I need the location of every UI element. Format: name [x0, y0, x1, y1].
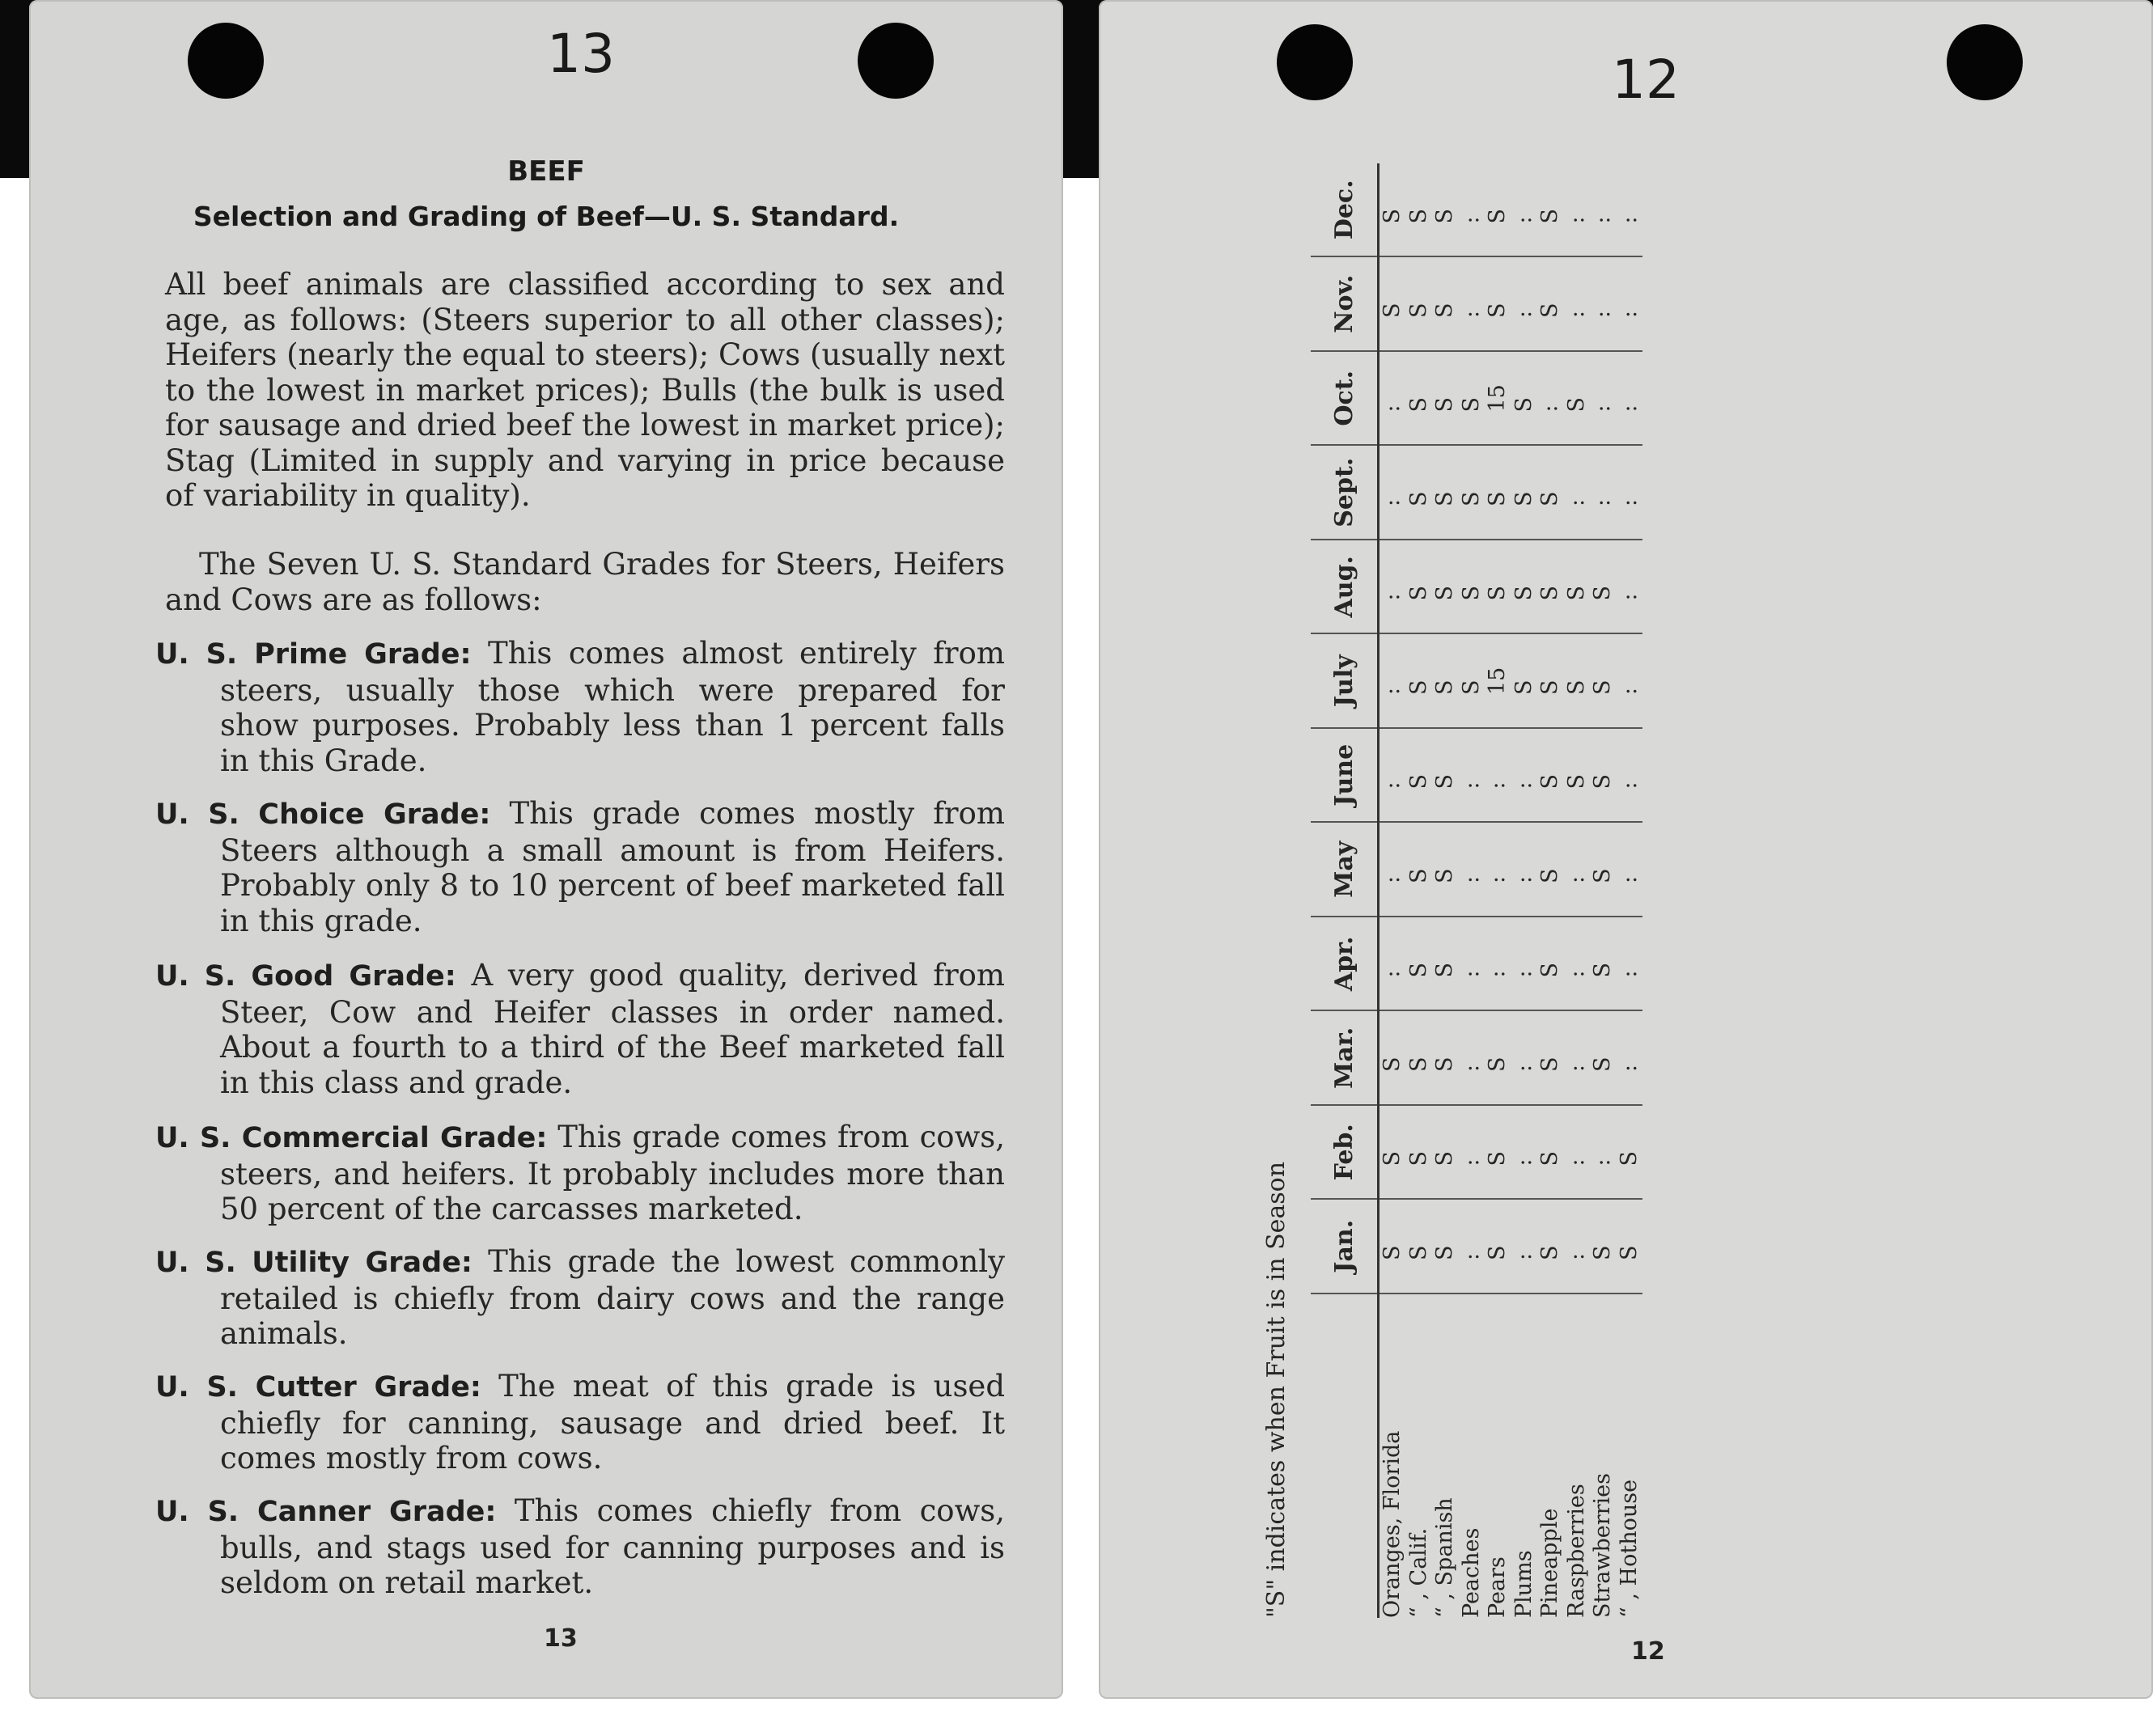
- grade-good: [155, 958, 1005, 1100]
- season-cell: S: [1379, 1011, 1406, 1106]
- table-row: [1537, 163, 1564, 1618]
- season-cell: S: [1406, 728, 1433, 823]
- season-cell: :: [1617, 446, 1643, 540]
- season-cell: :: [1459, 1200, 1485, 1294]
- grades-intro: The Seven U. S. Standard Grades for Steers, Heifers and Cows are as follows:: [165, 547, 1005, 617]
- chart-caption: "S" indicates when Fruit is in Season: [1262, 1161, 1291, 1618]
- season-cell: S: [1406, 257, 1433, 352]
- fruit-name: Strawberries: [1590, 1472, 1615, 1618]
- season-cell: S: [1406, 1011, 1433, 1106]
- season-cell: S: [1406, 917, 1433, 1011]
- grade-description: This grade comes from cows, steers, and heifers. It probably includes more than 50 percent of the carcasses marketed.: [220, 1120, 1006, 1226]
- season-cell: S: [1406, 823, 1433, 917]
- fruit-name: Raspberries: [1563, 1484, 1589, 1618]
- grade-description: A very good quality, derived from Steer, Cow and Heifer classes in order named. About a fourth to a third of the Beef marketed fall in this class and grade.: [220, 958, 1005, 1100]
- season-cell: S: [1485, 446, 1511, 540]
- season-cell: S: [1537, 728, 1564, 823]
- table-row: [1511, 163, 1538, 1618]
- binder-hole-right: [858, 23, 934, 99]
- table-row: [1590, 163, 1617, 1618]
- season-cell: :: [1485, 917, 1511, 1011]
- month-header: Mar.: [1311, 1011, 1379, 1106]
- season-cell: S: [1379, 1200, 1406, 1294]
- season-cell: S: [1564, 634, 1591, 729]
- season-cell: :: [1564, 823, 1591, 917]
- table-row: [1564, 163, 1591, 1618]
- season-cell: S: [1485, 257, 1511, 352]
- season-cell: S: [1537, 823, 1564, 917]
- season-cell: S: [1537, 1011, 1564, 1106]
- season-cell: S: [1564, 351, 1591, 446]
- grade-choice: [155, 796, 1005, 938]
- season-cell: S: [1432, 1200, 1459, 1294]
- page-number: 12: [1631, 1637, 1665, 1666]
- season-cell: :: [1511, 163, 1538, 257]
- month-header: Apr.: [1311, 917, 1379, 1011]
- season-cell: S: [1379, 1105, 1406, 1200]
- season-cell: :: [1617, 917, 1643, 1011]
- section-title: BEEF: [507, 155, 585, 188]
- season-cell: :: [1511, 823, 1538, 917]
- season-cell: S: [1485, 1105, 1511, 1200]
- season-cell: :: [1459, 728, 1485, 823]
- month-header: Oct.: [1311, 351, 1379, 446]
- season-cell: :: [1617, 823, 1643, 917]
- season-cell: :: [1459, 1105, 1485, 1200]
- season-cell: S: [1511, 351, 1538, 446]
- season-cell: :: [1459, 257, 1485, 352]
- handwritten-page-number: 13: [547, 23, 615, 85]
- section-subtitle: Selection and Grading of Beef—U. S. Standard.: [193, 201, 900, 232]
- season-cell: S: [1511, 540, 1538, 634]
- season-cell: :: [1564, 163, 1591, 257]
- season-cell: :: [1379, 917, 1406, 1011]
- grade-description: The meat of this grade is used chiefly for canning, sausage and dried beef. It comes mostly from cows.: [220, 1369, 1006, 1476]
- season-cell: S: [1537, 1105, 1564, 1200]
- season-cell: S: [1590, 728, 1617, 823]
- season-cell: S: [1432, 823, 1459, 917]
- grade-name: U. S. Choice Grade:: [155, 798, 491, 831]
- season-cell: S: [1511, 634, 1538, 729]
- season-cell: S: [1590, 917, 1617, 1011]
- season-cell: S: [1459, 540, 1485, 634]
- table-row: [1485, 163, 1511, 1618]
- season-cell: S: [1590, 540, 1617, 634]
- season-cell: S: [1537, 446, 1564, 540]
- month-header: June: [1311, 728, 1379, 823]
- season-cell: S: [1590, 1200, 1617, 1294]
- season-cell: S: [1459, 446, 1485, 540]
- table-row: [1406, 163, 1433, 1618]
- season-cell: S: [1537, 163, 1564, 257]
- season-cell: S: [1590, 1011, 1617, 1106]
- season-cell: :: [1617, 163, 1643, 257]
- season-cell: :: [1617, 351, 1643, 446]
- season-cell: :: [1590, 257, 1617, 352]
- grade-description: This grade the lowest commonly retailed is chiefly from dairy cows and the range animals.: [220, 1244, 1006, 1351]
- season-cell: :: [1537, 351, 1564, 446]
- season-cell: :: [1564, 917, 1591, 1011]
- grade-cutter: [155, 1369, 1005, 1476]
- season-cell: :: [1459, 163, 1485, 257]
- season-cell: :: [1459, 823, 1485, 917]
- binder-hole-right: [1947, 24, 2023, 100]
- season-cell: S: [1459, 351, 1485, 446]
- table-header-row: [1311, 163, 1379, 1618]
- season-cell: S: [1485, 1011, 1511, 1106]
- season-cell: :: [1511, 257, 1538, 352]
- season-cell: :: [1617, 728, 1643, 823]
- table-row: [1432, 163, 1459, 1618]
- grade-name: U. S. Commercial Grade:: [155, 1122, 548, 1154]
- season-cell: :: [1379, 446, 1406, 540]
- fruit-name: Oranges, Florida: [1380, 1430, 1405, 1618]
- season-cell: 15: [1485, 634, 1511, 729]
- season-cell: S: [1406, 163, 1433, 257]
- season-cell: S: [1564, 728, 1591, 823]
- season-cell: S: [1432, 728, 1459, 823]
- season-cell: :: [1590, 351, 1617, 446]
- season-cell: S: [1537, 257, 1564, 352]
- season-cell: :: [1379, 728, 1406, 823]
- season-cell: :: [1564, 1011, 1591, 1106]
- season-cell: :: [1564, 1200, 1591, 1294]
- season-cell: S: [1406, 446, 1433, 540]
- season-cell: S: [1459, 634, 1485, 729]
- season-cell: S: [1564, 540, 1591, 634]
- season-cell: :: [1617, 1011, 1643, 1106]
- fruit-name: Pears: [1485, 1556, 1510, 1618]
- season-cell: S: [1432, 1011, 1459, 1106]
- season-cell: :: [1511, 1011, 1538, 1106]
- page-number: 13: [544, 1624, 578, 1653]
- grade-utility: [155, 1244, 1005, 1352]
- season-cell: S: [1537, 917, 1564, 1011]
- season-cell: S: [1485, 163, 1511, 257]
- fruit-name: “ , Calif.: [1405, 1527, 1431, 1618]
- season-cell: S: [1406, 1105, 1433, 1200]
- fruit-name: Peaches: [1458, 1527, 1484, 1618]
- fruit-name: “ , Hothouse: [1616, 1479, 1642, 1618]
- table-row: [1379, 163, 1406, 1618]
- grade-name: U. S. Prime Grade:: [155, 638, 472, 671]
- season-cell: :: [1511, 1105, 1538, 1200]
- season-cell: :: [1590, 1105, 1617, 1200]
- grade-name: U. S. Utility Grade:: [155, 1247, 473, 1279]
- season-cell: S: [1617, 1200, 1643, 1294]
- intro-paragraph: All beef animals are classified according to sex and age, as follows: (Steers superior to all other classes); Heifers (nearly the equal to steers); Cows (usually next to the lowest in market prices); Bulls (the bulk is used for sausage and dried beef the lowest in market price); Stag (Limited in supply and varying in price because of variability in quality).: [165, 267, 1005, 513]
- fruit-season-table: [1311, 163, 1642, 1618]
- season-cell: :: [1590, 163, 1617, 257]
- season-cell: S: [1485, 1200, 1511, 1294]
- season-cell: :: [1485, 728, 1511, 823]
- season-cell: :: [1379, 634, 1406, 729]
- grade-description: This comes chiefly from cows, bulls, and stags used for canning purposes and is seldom on retail market.: [220, 1493, 1005, 1600]
- season-cell: :: [1564, 446, 1591, 540]
- season-cell: S: [1537, 1200, 1564, 1294]
- grade-canner: [155, 1493, 1005, 1601]
- grade-name: U. S. Good Grade:: [155, 960, 456, 993]
- season-cell: :: [1379, 351, 1406, 446]
- fruit-column-header: [1311, 1294, 1379, 1618]
- month-header: Feb.: [1311, 1105, 1379, 1200]
- fruit-season-chart: [1262, 57, 1642, 1642]
- season-cell: :: [1617, 634, 1643, 729]
- season-cell: S: [1432, 163, 1459, 257]
- season-cell: S: [1406, 351, 1433, 446]
- season-cell: S: [1406, 1200, 1433, 1294]
- season-cell: S: [1432, 540, 1459, 634]
- season-cell: S: [1511, 446, 1538, 540]
- season-cell: :: [1459, 917, 1485, 1011]
- grade-description: This grade comes mostly from Steers although a small amount is from Heifers. Probably only 8 to 10 percent of beef marketed fall in this grade.: [220, 796, 1005, 938]
- season-cell: :: [1511, 1200, 1538, 1294]
- season-cell: S: [1590, 823, 1617, 917]
- season-cell: S: [1537, 540, 1564, 634]
- season-cell: S: [1379, 163, 1406, 257]
- season-cell: S: [1485, 540, 1511, 634]
- season-cell: :: [1564, 1105, 1591, 1200]
- season-cell: S: [1590, 634, 1617, 729]
- binder-hole-left: [188, 23, 264, 99]
- fruit-name: Pineapple: [1537, 1508, 1562, 1618]
- month-header: Dec.: [1311, 163, 1379, 257]
- grade-description: This comes almost entirely from steers, usually those which were prepared for show purposes. Probably less than 1 percent falls in this Grade.: [220, 636, 1005, 778]
- season-cell: :: [1379, 823, 1406, 917]
- month-header: Jan.: [1311, 1200, 1379, 1294]
- season-cell: S: [1406, 540, 1433, 634]
- table-row: [1459, 163, 1485, 1618]
- month-header: Sept.: [1311, 446, 1379, 540]
- season-cell: S: [1432, 1105, 1459, 1200]
- grade-prime: [155, 636, 1005, 778]
- grade-commercial: [155, 1120, 1005, 1227]
- season-cell: S: [1432, 257, 1459, 352]
- season-cell: S: [1432, 917, 1459, 1011]
- season-cell: :: [1379, 540, 1406, 634]
- month-header: July: [1311, 634, 1379, 729]
- season-cell: :: [1459, 1011, 1485, 1106]
- month-header: Nov.: [1311, 257, 1379, 352]
- season-cell: S: [1432, 351, 1459, 446]
- season-cell: :: [1617, 540, 1643, 634]
- grade-name: U. S. Cutter Grade:: [155, 1371, 481, 1404]
- season-cell: :: [1564, 257, 1591, 352]
- season-cell: S: [1537, 634, 1564, 729]
- left-page: [29, 0, 1063, 1699]
- season-cell: S: [1617, 1105, 1643, 1200]
- season-cell: S: [1432, 446, 1459, 540]
- handwritten-page-number: 12: [1612, 49, 1680, 111]
- fruit-name: Plums: [1511, 1550, 1536, 1618]
- season-cell: 15: [1485, 351, 1511, 446]
- season-cell: :: [1590, 446, 1617, 540]
- season-cell: S: [1379, 257, 1406, 352]
- table-row: [1617, 163, 1643, 1618]
- month-header: Aug.: [1311, 540, 1379, 634]
- season-cell: S: [1406, 634, 1433, 729]
- season-cell: :: [1617, 257, 1643, 352]
- season-cell: :: [1511, 728, 1538, 823]
- season-cell: :: [1485, 823, 1511, 917]
- season-cell: :: [1511, 917, 1538, 1011]
- month-header: May: [1311, 823, 1379, 917]
- season-cell: S: [1432, 634, 1459, 729]
- fruit-name: “ , Spanish: [1432, 1497, 1457, 1618]
- grade-name: U. S. Canner Grade:: [155, 1496, 497, 1528]
